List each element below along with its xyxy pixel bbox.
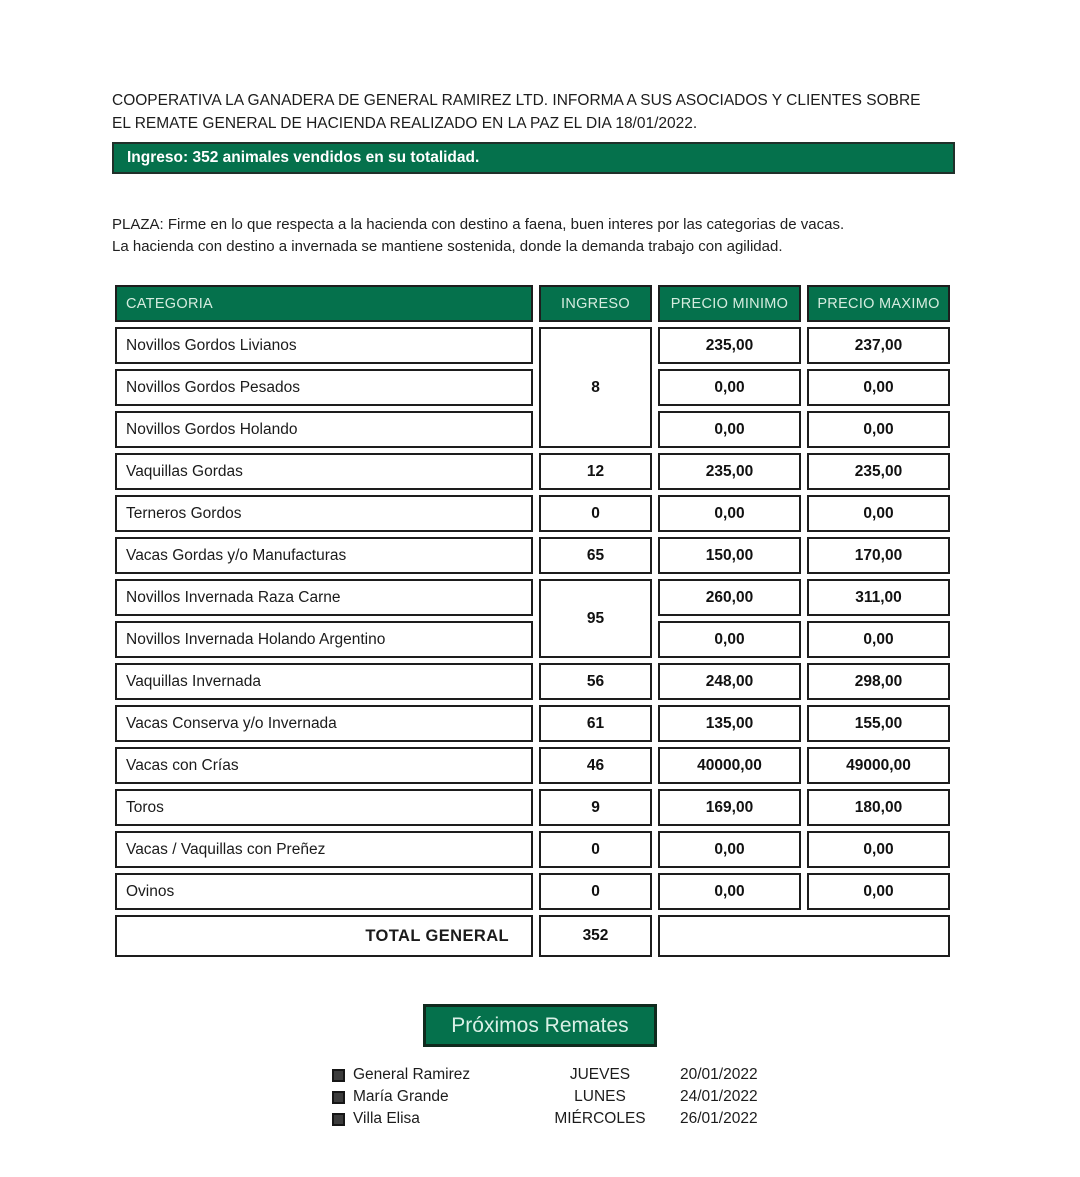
- event-place: María Grande: [353, 1088, 449, 1106]
- precio-minimo-cell: 248,00: [658, 663, 801, 700]
- ingreso-cell: 95: [539, 579, 652, 658]
- ingreso-cell: 9: [539, 789, 652, 826]
- category-cell: Novillos Gordos Pesados: [115, 369, 533, 406]
- precio-maximo-cell: 49000,00: [807, 747, 950, 784]
- precio-maximo-cell: 235,00: [807, 453, 950, 490]
- precio-minimo-cell: 0,00: [658, 873, 801, 910]
- event-day: JUEVES: [569, 1066, 631, 1084]
- total-row: [115, 915, 950, 957]
- precio-minimo-cell: 169,00: [658, 789, 801, 826]
- precio-minimo-cell: 40000,00: [658, 747, 801, 784]
- precio-maximo-cell: 155,00: [807, 705, 950, 742]
- event-date: 20/01/2022: [680, 1066, 758, 1084]
- precio-maximo-cell: 237,00: [807, 327, 950, 364]
- table-row: [115, 579, 950, 616]
- category-cell: Novillos Invernada Holando Argentino: [115, 621, 533, 658]
- category-cell: Vacas con Crías: [115, 747, 533, 784]
- table-row: [115, 621, 950, 658]
- precio-minimo-cell: 0,00: [658, 411, 801, 448]
- category-cell: Novillos Invernada Raza Carne: [115, 579, 533, 616]
- category-cell: Ovinos: [115, 873, 533, 910]
- ingreso-cell: 0: [539, 831, 652, 868]
- ingreso-banner-text: Ingreso: 352 animales vendidos en su totalidad.: [127, 149, 480, 166]
- precio-minimo-cell: 0,00: [658, 621, 801, 658]
- precio-minimo-cell: 0,00: [658, 369, 801, 406]
- precio-maximo-cell: 311,00: [807, 579, 950, 616]
- intro-line-2: EL REMATE GENERAL DE HACIENDA REALIZADO EN LA PAZ EL DIA 18/01/2022.: [112, 114, 698, 132]
- event-row: [332, 1108, 1080, 1130]
- proximos-remates-button: Próximos Remates: [423, 1004, 656, 1047]
- intro-paragraph: [112, 0, 972, 135]
- precio-maximo-cell: 0,00: [807, 831, 950, 868]
- category-cell: Vacas / Vaquillas con Preñez: [115, 831, 533, 868]
- precio-minimo-cell: 0,00: [658, 831, 801, 868]
- plaza-line-1: PLAZA: Firme en lo que respecta a la hacienda con destino a faena, buen interes por las categorias de vacas.: [112, 216, 845, 233]
- precio-minimo-cell: 150,00: [658, 537, 801, 574]
- precio-maximo-cell: 170,00: [807, 537, 950, 574]
- table-row: [115, 789, 950, 826]
- table-row: [115, 831, 950, 868]
- precio-maximo-cell: 0,00: [807, 411, 950, 448]
- ingreso-cell: 61: [539, 705, 652, 742]
- event-place-wrap: [332, 1088, 520, 1106]
- table-row: [115, 873, 950, 910]
- table-row: [115, 369, 950, 406]
- upcoming-schedule: [332, 1064, 1080, 1130]
- plaza-line-2: La hacienda con destino a invernada se mantiene sostenida, donde la demanda trabajo con agilidad.: [112, 238, 783, 255]
- event-place: General Ramirez: [353, 1066, 471, 1084]
- event-date: 24/01/2022: [680, 1088, 758, 1106]
- category-cell: Novillos Gordos Holando: [115, 411, 533, 448]
- event-row: [332, 1064, 1080, 1086]
- category-cell: Vaquillas Gordas: [115, 453, 533, 490]
- column-header-ingreso: INGRESO: [539, 285, 652, 322]
- table-row: [115, 453, 950, 490]
- auction-results-table: [109, 280, 956, 962]
- table-row: [115, 747, 950, 784]
- bullet-square-icon: [332, 1091, 345, 1104]
- precio-maximo-cell: 0,00: [807, 873, 950, 910]
- ingreso-cell: 0: [539, 873, 652, 910]
- precio-maximo-cell: 0,00: [807, 369, 950, 406]
- button-row: [0, 1004, 1080, 1047]
- ingreso-cell: 12: [539, 453, 652, 490]
- total-ingreso-cell: 352: [539, 915, 652, 957]
- column-header-precio-minimo: PRECIO MINIMO: [658, 285, 801, 322]
- precio-minimo-cell: 235,00: [658, 327, 801, 364]
- total-label-cell: TOTAL GENERAL: [115, 915, 533, 957]
- event-day: LUNES: [574, 1088, 626, 1106]
- event-row: [332, 1086, 1080, 1108]
- ingreso-banner: [112, 142, 955, 174]
- bullet-square-icon: [332, 1113, 345, 1126]
- precio-maximo-cell: 0,00: [807, 621, 950, 658]
- category-cell: Novillos Gordos Livianos: [115, 327, 533, 364]
- event-date: 26/01/2022: [680, 1110, 758, 1128]
- event-day: MIÉRCOLES: [554, 1110, 646, 1128]
- category-cell: Vacas Gordas y/o Manufacturas: [115, 537, 533, 574]
- precio-maximo-cell: 180,00: [807, 789, 950, 826]
- ingreso-cell: 56: [539, 663, 652, 700]
- precio-minimo-cell: 0,00: [658, 495, 801, 532]
- category-cell: Vaquillas Invernada: [115, 663, 533, 700]
- ingreso-cell: 0: [539, 495, 652, 532]
- event-place-wrap: [332, 1110, 520, 1128]
- precio-minimo-cell: 135,00: [658, 705, 801, 742]
- precio-maximo-cell: 298,00: [807, 663, 950, 700]
- ingreso-cell: 65: [539, 537, 652, 574]
- ingreso-cell: 8: [539, 327, 652, 448]
- header-row: [115, 285, 950, 322]
- category-cell: Toros: [115, 789, 533, 826]
- intro-line-1: COOPERATIVA LA GANADERA DE GENERAL RAMIREZ LTD. INFORMA A SUS ASOCIADOS Y CLIENTES SOBRE: [112, 92, 921, 109]
- table-row: [115, 663, 950, 700]
- category-cell: Terneros Gordos: [115, 495, 533, 532]
- table-row: [115, 411, 950, 448]
- precio-maximo-cell: 0,00: [807, 495, 950, 532]
- table-row: [115, 705, 950, 742]
- table-row: [115, 495, 950, 532]
- event-place: Villa Elisa: [353, 1110, 420, 1128]
- bullet-square-icon: [332, 1069, 345, 1082]
- category-cell: Vacas Conserva y/o Invernada: [115, 705, 533, 742]
- event-place-wrap: [332, 1066, 520, 1084]
- precio-minimo-cell: 260,00: [658, 579, 801, 616]
- ingreso-cell: 46: [539, 747, 652, 784]
- table-row: [115, 327, 950, 364]
- column-header-categoria: CATEGORIA: [115, 285, 533, 322]
- plaza-paragraph: [112, 214, 972, 258]
- table-row: [115, 537, 950, 574]
- column-header-precio-maximo: PRECIO MAXIMO: [807, 285, 950, 322]
- precio-minimo-cell: 235,00: [658, 453, 801, 490]
- total-green-cell: [658, 915, 950, 957]
